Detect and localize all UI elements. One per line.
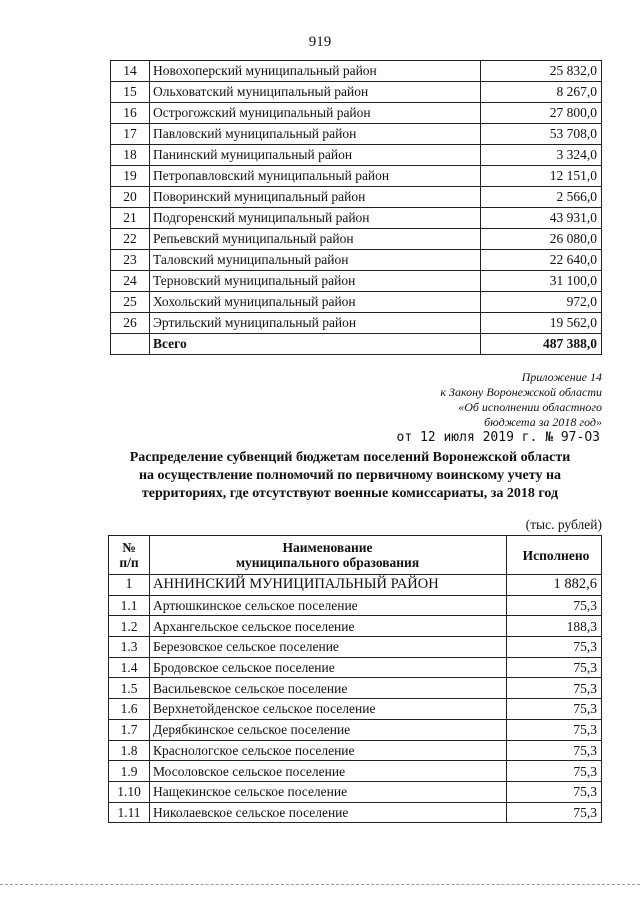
row-number: 1.5: [109, 678, 150, 699]
table-row: [109, 575, 602, 596]
table-row: [109, 616, 602, 637]
row-number: 14: [111, 61, 150, 82]
row-number: 1.3: [109, 637, 150, 658]
table-row: [109, 699, 602, 720]
table-row: [109, 781, 602, 802]
page-number: 919: [308, 34, 332, 50]
row-number: 19: [111, 166, 150, 187]
row-number: 23: [111, 250, 150, 271]
header-num: [109, 536, 150, 575]
row-value: 53 708,0: [481, 124, 602, 145]
table-row: [111, 82, 602, 103]
appendix-line: бюджета за 2018 год»: [484, 415, 602, 429]
row-value: 8 267,0: [481, 82, 602, 103]
document-title: [60, 449, 640, 503]
row-value: 75,3: [507, 637, 602, 658]
row-number: 1.6: [109, 699, 150, 720]
row-name: Артюшкинское сельское поселение: [150, 595, 507, 616]
total-label: Всего: [150, 334, 481, 355]
row-value: 31 100,0: [481, 271, 602, 292]
units-label: (тыс. рублей): [525, 517, 602, 532]
row-name: Березовское сельское поселение: [150, 637, 507, 658]
table-row: [111, 271, 602, 292]
table-row: [109, 595, 602, 616]
law-reference: от 12 июля 2019 г. № 97-ОЗ: [396, 430, 600, 445]
row-number: 20: [111, 187, 150, 208]
settlements-table-body: [109, 575, 602, 823]
table-row: [111, 61, 602, 82]
row-value: 22 640,0: [481, 250, 602, 271]
row-number: 24: [111, 271, 150, 292]
title-line: на осуществление полномочий по первичному воинскому учету на: [138, 468, 562, 483]
row-name: Нащекинское сельское поселение: [150, 781, 507, 802]
row-name: Васильевское сельское поселение: [150, 678, 507, 699]
row-name: Мосоловское сельское поселение: [150, 761, 507, 782]
row-name: Николаевское сельское поселение: [150, 802, 507, 823]
row-number: 22: [111, 229, 150, 250]
row-value: 972,0: [481, 292, 602, 313]
appendix-line: «Об исполнении областного: [458, 400, 602, 414]
row-number: 1.2: [109, 616, 150, 637]
row-name: Краснологское сельское поселение: [150, 740, 507, 761]
row-name: Репьевский муниципальный район: [150, 229, 481, 250]
row-name: Новохоперский муниципальный район: [150, 61, 481, 82]
row-value: 75,3: [507, 781, 602, 802]
row-value: 75,3: [507, 761, 602, 782]
row-name: АННИНСКИЙ МУНИЦИПАЛЬНЫЙ РАЙОН: [150, 575, 507, 596]
row-name: Петропавловский муниципальный район: [150, 166, 481, 187]
table-row: [109, 657, 602, 678]
row-value: 43 931,0: [481, 208, 602, 229]
table-row: [109, 637, 602, 658]
row-value: 75,3: [507, 699, 602, 720]
table-row: [111, 103, 602, 124]
row-value: 2 566,0: [481, 187, 602, 208]
row-name: Острогожский муниципальный район: [150, 103, 481, 124]
row-name: Терновский муниципальный район: [150, 271, 481, 292]
header-value: Исполнено: [507, 536, 602, 575]
row-value: 25 832,0: [481, 61, 602, 82]
table-row: [111, 250, 602, 271]
row-value: 75,3: [507, 595, 602, 616]
row-number: 26: [111, 313, 150, 334]
header-name-line: Наименование: [282, 540, 373, 555]
row-number: 1.11: [109, 802, 150, 823]
table-row: [111, 145, 602, 166]
header-name: [150, 536, 507, 575]
header-num-line: п/п: [119, 555, 139, 570]
row-number: 1: [109, 575, 150, 596]
row-name: Таловский муниципальный район: [150, 250, 481, 271]
row-value: 12 151,0: [481, 166, 602, 187]
row-number: 1.1: [109, 595, 150, 616]
settlements-table: [108, 535, 602, 823]
title-line: территориях, где отсутствуют военные комиссариаты, за 2018 год: [141, 486, 559, 501]
table-row: [109, 802, 602, 823]
row-name: Павловский муниципальный район: [150, 124, 481, 145]
table-row: [109, 719, 602, 740]
row-value: 19 562,0: [481, 313, 602, 334]
row-value: 75,3: [507, 740, 602, 761]
appendix-header: [302, 370, 602, 430]
row-name: Хохольский муниципальный район: [150, 292, 481, 313]
row-name: Верхнетойденское сельское поселение: [150, 699, 507, 720]
total-num-cell: [111, 334, 150, 355]
row-number: 15: [111, 82, 150, 103]
row-name: Подгоренский муниципальный район: [150, 208, 481, 229]
districts-table-body: [111, 61, 602, 334]
row-name: Поворинский муниципальный район: [150, 187, 481, 208]
row-value: 75,3: [507, 678, 602, 699]
row-value: 75,3: [507, 657, 602, 678]
appendix-line: Приложение 14: [521, 370, 602, 384]
row-number: 18: [111, 145, 150, 166]
header-name-line: муниципального образования: [235, 555, 420, 570]
row-value: 75,3: [507, 802, 602, 823]
row-number: 25: [111, 292, 150, 313]
row-number: 1.10: [109, 781, 150, 802]
row-name: Архангельское сельское поселение: [150, 616, 507, 637]
table-row: [111, 313, 602, 334]
appendix-line: к Закону Воронежской области: [440, 385, 602, 399]
table-row: [111, 124, 602, 145]
total-value: 487 388,0: [481, 334, 602, 355]
row-name: Ольховатский муниципальный район: [150, 82, 481, 103]
header-num-line: №: [122, 540, 136, 555]
table-row: [111, 229, 602, 250]
table-header-row: [109, 536, 602, 575]
table-row: [109, 678, 602, 699]
row-value: 26 080,0: [481, 229, 602, 250]
row-number: 1.4: [109, 657, 150, 678]
table-row: [111, 166, 602, 187]
table-row: [109, 761, 602, 782]
title-line: Распределение субвенций бюджетам поселений Воронежской области: [129, 450, 571, 465]
table-row: [109, 740, 602, 761]
row-number: 1.8: [109, 740, 150, 761]
total-row: [111, 334, 602, 355]
row-value: 188,3: [507, 616, 602, 637]
row-value: 27 800,0: [481, 103, 602, 124]
row-number: 21: [111, 208, 150, 229]
row-name: Панинский муниципальный район: [150, 145, 481, 166]
row-name: Бродовское сельское поселение: [150, 657, 507, 678]
table-row: [111, 187, 602, 208]
table-row: [111, 208, 602, 229]
row-number: 16: [111, 103, 150, 124]
row-number: 1.7: [109, 719, 150, 740]
row-value: 3 324,0: [481, 145, 602, 166]
row-value: 75,3: [507, 719, 602, 740]
table-row: [111, 292, 602, 313]
row-value: 1 882,6: [507, 575, 602, 596]
row-name: Дерябкинское сельское поселение: [150, 719, 507, 740]
row-name: Эртильский муниципальный район: [150, 313, 481, 334]
row-number: 17: [111, 124, 150, 145]
row-number: 1.9: [109, 761, 150, 782]
page-bottom-divider: [0, 884, 640, 885]
districts-table: [110, 60, 602, 355]
